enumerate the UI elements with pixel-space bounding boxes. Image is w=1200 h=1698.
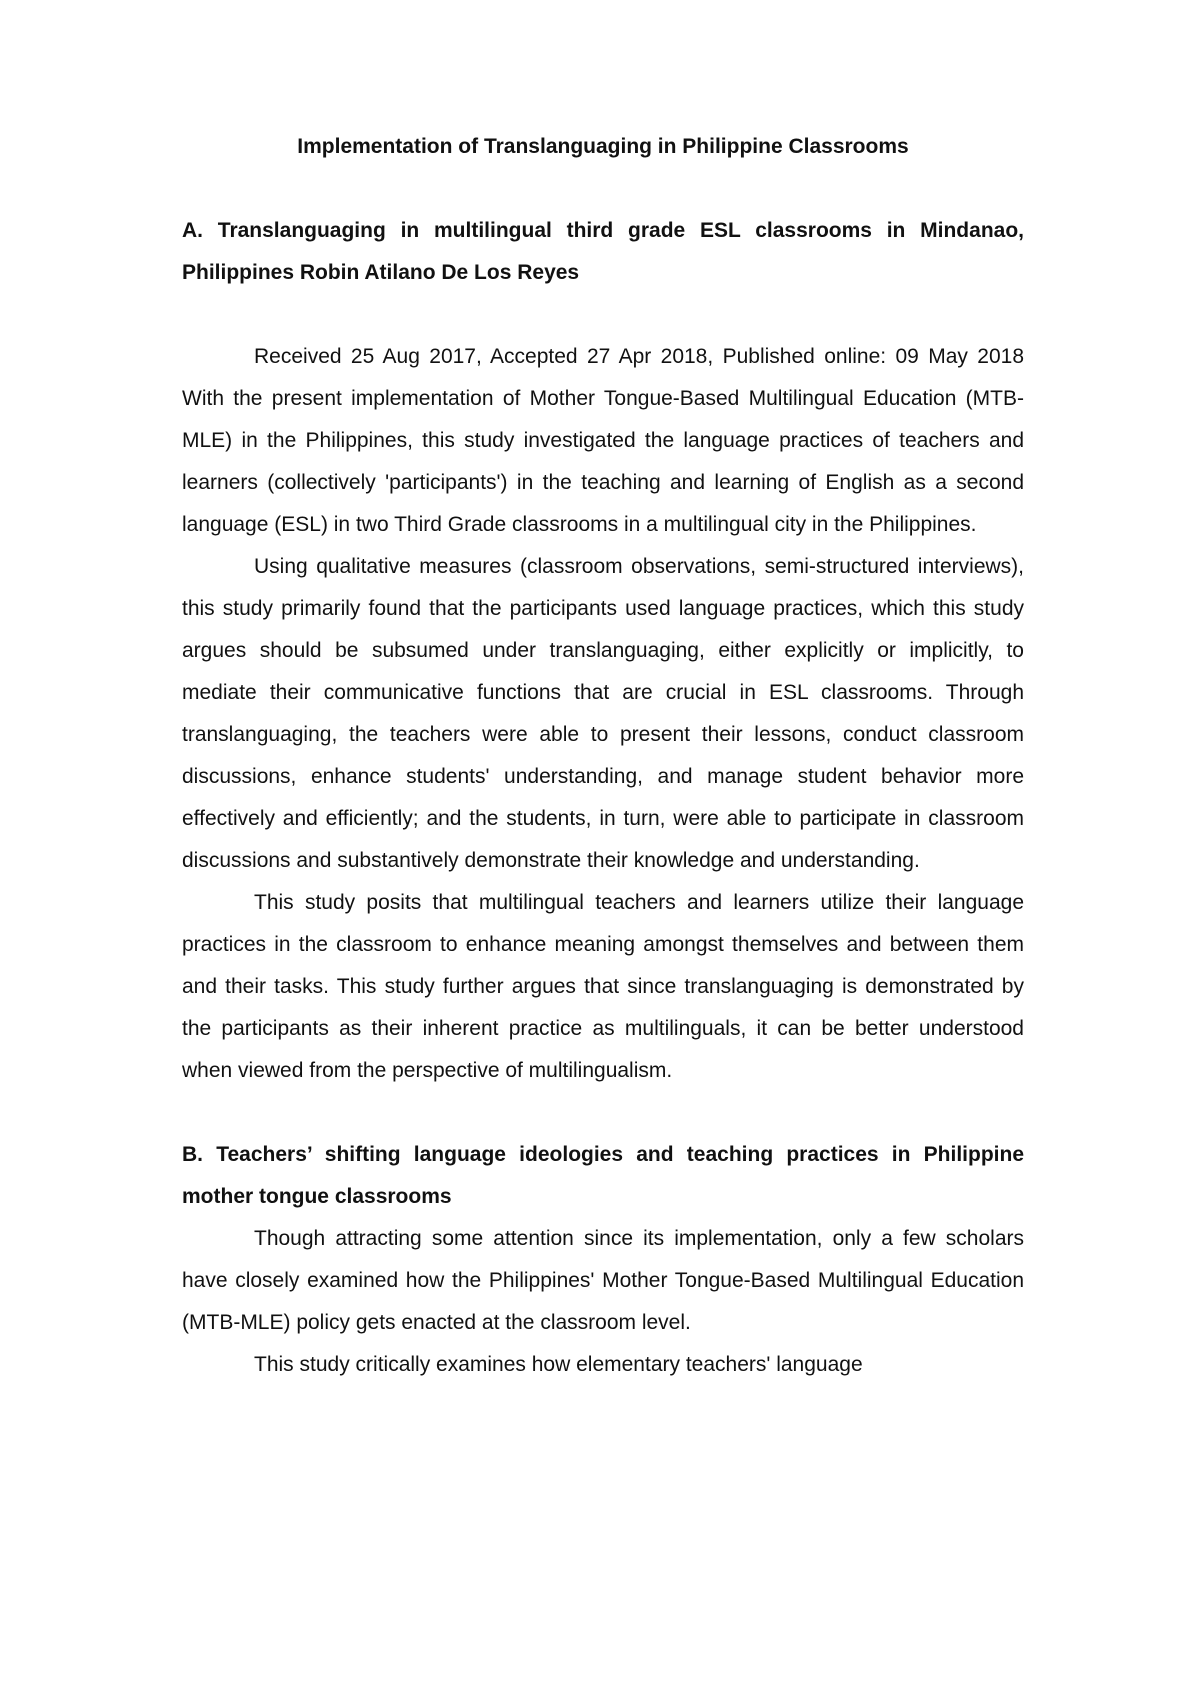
section-a-heading: A. Translanguaging in multilingual third grade ESL classrooms in Mindanao, Philippines Robin Atilano De Los Reyes xyxy=(182,219,1024,284)
section-b-paragraph-2: This study critically examines how elementary teachers' language xyxy=(254,1353,863,1376)
document-page xyxy=(182,126,1024,1386)
section-a-paragraph-1: Received 25 Aug 2017, Accepted 27 Apr 2018, Published online: 09 May 2018 With the present implementation of Mother Tongue-Based Multilingual Education (MTB-MLE) in the Philippines, this study investigated the language practices of teachers and learners (collectively 'participants') in the teaching and learning of English as a second language (ESL) in two Third Grade classrooms in a multilingual city in the Philippines. xyxy=(182,345,1024,536)
section-b-paragraph-1: Though attracting some attention since its implementation, only a few scholars have closely examined how the Philippines' Mother Tongue-Based Multilingual Education (MTB-MLE) policy gets enacted at the classroom level. xyxy=(182,1227,1024,1334)
section-a-paragraph-3: This study posits that multilingual teachers and learners utilize their language practices in the classroom to enhance meaning amongst themselves and between them and their tasks. This study further argues that since translanguaging is demonstrated by the participants as their inherent practice as multilinguals, it can be better understood when viewed from the perspective of multilingualism. xyxy=(182,891,1024,1082)
document-title: Implementation of Translanguaging in Philippine Classrooms xyxy=(297,135,909,158)
section-b-heading: B. Teachers’ shifting language ideologies and teaching practices in Philippine mother tongue classrooms xyxy=(182,1143,1024,1208)
section-a-paragraph-2: Using qualitative measures (classroom observations, semi-structured interviews), this study primarily found that the participants used language practices, which this study argues should be subsumed under translanguaging, either explicitly or implicitly, to mediate their communicative functions that are crucial in ESL classrooms. Through translanguaging, the teachers were able to present their lessons, conduct classroom discussions, enhance students' understanding, and manage student behavior more effectively and efficiently; and the students, in turn, were able to participate in classroom discussions and substantively demonstrate their knowledge and understanding. xyxy=(182,555,1024,872)
